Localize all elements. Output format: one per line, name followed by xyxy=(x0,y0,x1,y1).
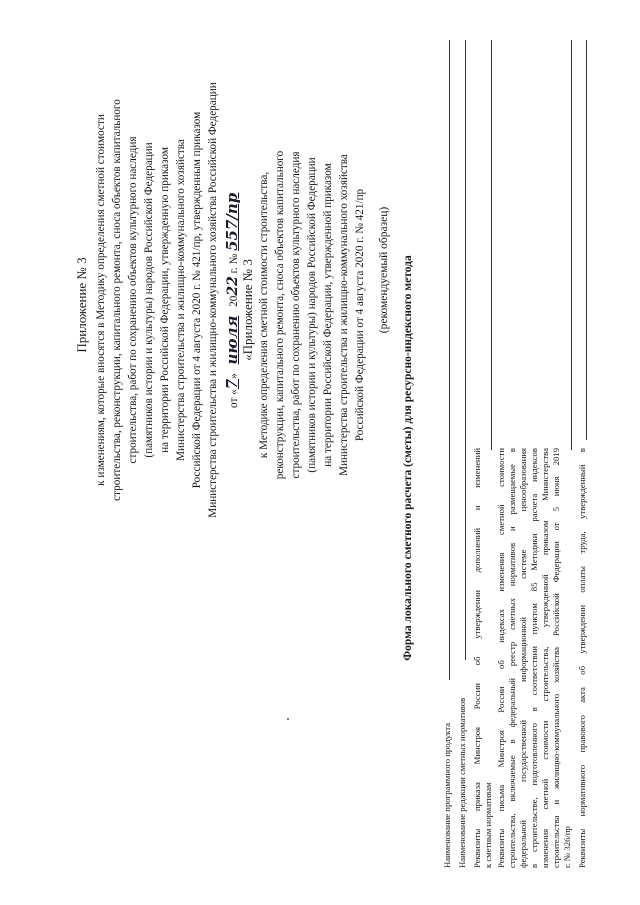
field-order-line xyxy=(491,40,492,450)
field-letter-line-3: федеральной государственной информационной системе ценообразования xyxy=(518,448,528,868)
appendix-line-2: строительства, реконструкции, капитального ремонта, сноса объектов капитального xyxy=(111,99,123,501)
recommended-note: (рекомендуемый образец) xyxy=(378,206,390,334)
date-number: 557/пр xyxy=(223,192,241,251)
date-year-prefix: 20 xyxy=(228,295,240,307)
field-labor-line-1: Реквизиты нормативного правового акта об утверждении оплаты труда, утвержденный в xyxy=(577,448,587,868)
field-program-name-line xyxy=(449,40,450,680)
date-prefix: от « xyxy=(228,389,240,408)
field-norms-edition-line xyxy=(465,40,466,660)
appendix-title: Приложение № 3 xyxy=(74,257,89,353)
date-day: 7 xyxy=(223,378,241,390)
appendix-line-1: к изменениям, которые вносятся в Методику определения сметной стоимости xyxy=(95,114,107,486)
field-labor-line xyxy=(586,40,587,440)
appendix-line-7: Российской Федерации от 4 августа 2020 г. № 421/пр, утвержденным приказом xyxy=(191,111,203,489)
field-letter-line-5: изменения сметной стоимости строительства, утвержденной приказом Министерства xyxy=(540,448,550,868)
scan-speck xyxy=(287,718,289,720)
field-letter-line-1: Реквизиты письма Минстроя России об индексах изменения сметной стоимости xyxy=(496,448,506,868)
field-letter-line-2: строительства, включаемые в федеральный реестр сметных нормативов и размещаемые в xyxy=(507,448,517,868)
date-month: июля xyxy=(223,315,241,365)
field-order-line-2: к сметным нормативам xyxy=(483,782,493,868)
field-norms-edition: Наименование редакции сметных нормативов xyxy=(457,697,467,868)
date-year: 22 xyxy=(225,276,241,296)
quoted-line-4: (памятников истории и культуры) народов Российской Федерации xyxy=(306,157,318,473)
form-title: Форма локального сметного расчета (сметы) для ресурсно-индексного метода xyxy=(402,255,414,661)
appendix-line-6: Министерства строительства и жилищно-коммунального хозяйства xyxy=(175,139,187,461)
appendix-line-3: строительства, работ по сохранению объектов культурного наследия xyxy=(127,136,139,464)
field-order-line-1: Реквизиты приказа Минстроя России об утверждении дополнений и изменений xyxy=(472,448,482,868)
quoted-line-3: строительства, работ по сохранению объектов культурного наследия xyxy=(290,151,302,479)
quoted-line-2: реконструкции, капитального ремонта, сноса объектов капитального xyxy=(274,150,286,480)
field-program-name: Наименование программного продукта xyxy=(442,723,452,868)
quoted-line-5: на территории Российской Федерации, утвержденной приказом xyxy=(322,163,334,467)
appendix-line-8: Министерства строительства и жилищно-коммунального хозяйства Российской Федерации xyxy=(207,82,219,518)
quoted-line-1: к Методике определения сметной стоимости строительства, xyxy=(258,171,270,459)
field-letter-line-7: г. № 326/пр xyxy=(562,826,572,868)
field-letter-line-4: в строительстве, подготовленного в соответствии пунктом 85 Методики расчета индексов xyxy=(529,448,539,868)
appendix-date-line xyxy=(222,108,244,408)
date-mid: » xyxy=(228,373,240,379)
quoted-line-7: Российской Федерации от 4 августа 2020 г. № 421/пр xyxy=(354,188,366,442)
quoted-line-6: Министерства строительства и жилищно-коммунального хозяйства xyxy=(338,154,350,476)
date-num-prefix: г. № xyxy=(228,253,240,274)
appendix-line-5: на территории Российской Федерации, утвержденную приказом xyxy=(159,147,171,453)
quoted-title: «Приложение № 3 xyxy=(240,259,255,361)
field-letter-line-6: строительства и жилищно-коммунального хозяйства Российской Федерации от 5 июня 2019 xyxy=(551,448,561,868)
appendix-line-4: (памятников истории и культуры) народов Российской Федерации xyxy=(143,142,155,458)
field-letter-line xyxy=(571,40,572,450)
